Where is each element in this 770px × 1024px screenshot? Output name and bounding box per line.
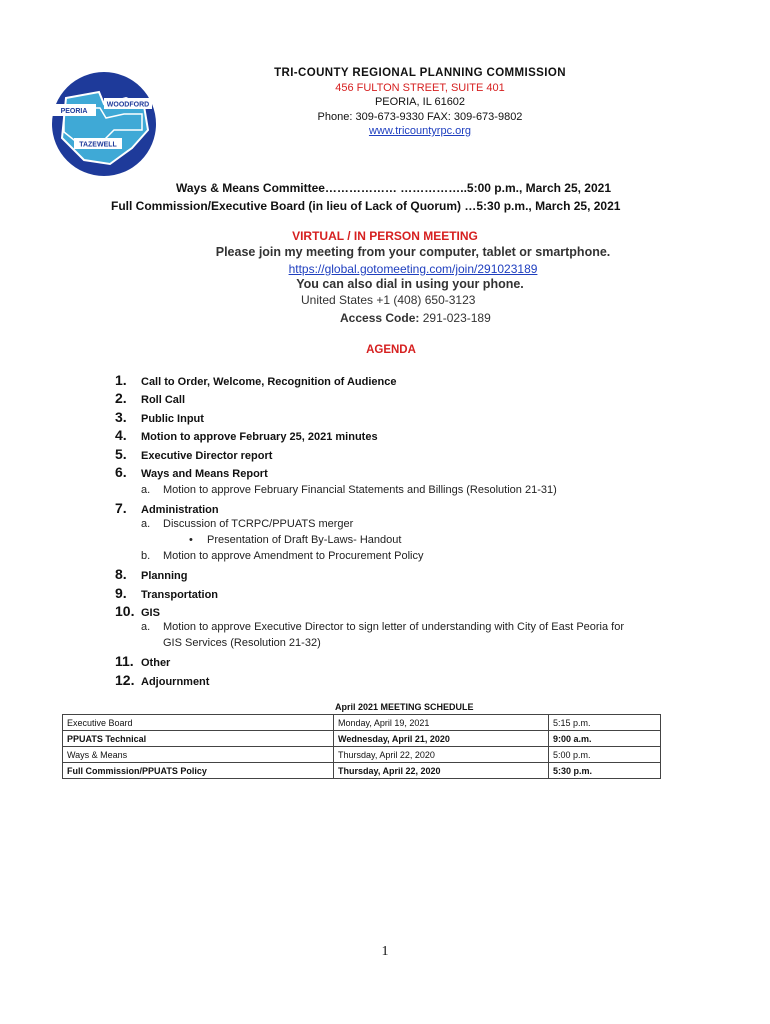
schedule-date: Thursday, April 22, 2020 — [334, 763, 549, 779]
agenda-item: 4. Motion to approve February 25, 2021 minutes — [115, 427, 378, 443]
agenda-heading: AGENDA — [366, 344, 416, 356]
schedule-title: April 2021 MEETING SCHEDULE — [335, 702, 474, 712]
dial-phone: United States +1 (408) 650-3123 — [301, 293, 476, 307]
org-address-street: 456 FULTON STREET, SUITE 401 — [335, 81, 505, 94]
schedule-time: 9:00 a.m. — [549, 731, 661, 747]
agenda-item: 8. Planning — [115, 566, 188, 582]
agenda-item: 6. Ways and Means Report — [115, 464, 268, 480]
table-row — [63, 747, 661, 763]
agenda-item: 5. Executive Director report — [115, 446, 273, 462]
dial-text: You can also dial in using your phone. — [296, 277, 524, 291]
org-phone: Phone: 309-673-9330 FAX: 309-673-9802 — [317, 110, 523, 123]
agenda-subitem: a. Discussion of TCRPC/PPUATS merger — [141, 518, 354, 530]
agenda-subitem: a. Motion to approve February Financial Statements and Billings (Resolution 21-31) — [141, 484, 557, 496]
logo-label-peoria: PEORIA — [60, 108, 88, 115]
schedule-time: 5:30 p.m. — [549, 763, 661, 779]
org-address-city: PEORIA, IL 61602 — [374, 96, 466, 108]
agenda-item: 7. Administration — [115, 500, 219, 516]
meeting-line-ways-means: Ways & Means Committee……………… ……………..5:00 p.m., March 25, 2021 — [176, 181, 612, 195]
org-website-link[interactable]: www.tricountyrpc.org — [368, 125, 472, 137]
logo-label-woodford: WOODFORD — [106, 101, 150, 109]
access-code-line — [340, 311, 491, 325]
agenda-subitem: a. Motion to approve Executive Director to sign letter of understanding with City of East Peoria for — [141, 621, 625, 633]
agenda-bullet-item: • Presentation of Draft By-Laws- Handout — [189, 534, 402, 546]
logo-label-tazewell: TAZEWELL — [79, 141, 117, 149]
schedule-date: Wednesday, April 21, 2020 — [334, 731, 549, 747]
meeting-schedule-table — [62, 714, 661, 779]
table-row — [63, 715, 661, 731]
agenda-item: 11. Other — [115, 653, 171, 669]
table-row — [63, 763, 661, 779]
schedule-meeting-name: Executive Board — [63, 715, 334, 731]
schedule-meeting-name: PPUATS Technical — [63, 731, 334, 747]
meeting-join-link[interactable]: https://global.gotomeeting.com/join/291023189 — [288, 262, 538, 276]
meeting-line-full-commission: Full Commission/Executive Board (in lieu of Lack of Quorum) …5:30 p.m., March 25, 2021 — [111, 199, 621, 213]
agenda-item: 9. Transportation — [115, 585, 219, 601]
schedule-time: 5:00 p.m. — [549, 747, 661, 763]
agenda-item: 2. Roll Call — [115, 390, 186, 406]
virtual-heading: VIRTUAL / IN PERSON MEETING — [292, 229, 478, 243]
agenda-subitem-continued: GIS Services (Resolution 21-32) — [163, 637, 321, 649]
bullet-icon: • — [189, 534, 193, 546]
join-text: Please join my meeting from your computer, tablet or smartphone. — [215, 245, 611, 259]
access-code-value: 291-023-189 — [422, 311, 491, 325]
schedule-date: Thursday, April 22, 2020 — [334, 747, 549, 763]
org-name: TRI-COUNTY REGIONAL PLANNING COMMISSION — [274, 67, 566, 79]
table-row — [63, 731, 661, 747]
agenda-item: 12. Adjournment — [115, 672, 210, 688]
schedule-time: 5:15 p.m. — [549, 715, 661, 731]
agenda-item: 10. GIS — [115, 603, 160, 619]
schedule-meeting-name: Ways & Means — [63, 747, 334, 763]
tricounty-logo — [44, 68, 160, 180]
agenda-item: 3. Public Input — [115, 409, 204, 425]
agenda-subitem: b. Motion to approve Amendment to Procurement Policy — [141, 550, 424, 562]
agenda-item: 1. Call to Order, Welcome, Recognition of Audience — [115, 372, 397, 388]
page-number: 1 — [381, 944, 389, 959]
schedule-meeting-name: Full Commission/PPUATS Policy — [63, 763, 334, 779]
schedule-date: Monday, April 19, 2021 — [334, 715, 549, 731]
access-code-label: Access Code: — [340, 311, 420, 325]
org-header — [220, 66, 620, 139]
